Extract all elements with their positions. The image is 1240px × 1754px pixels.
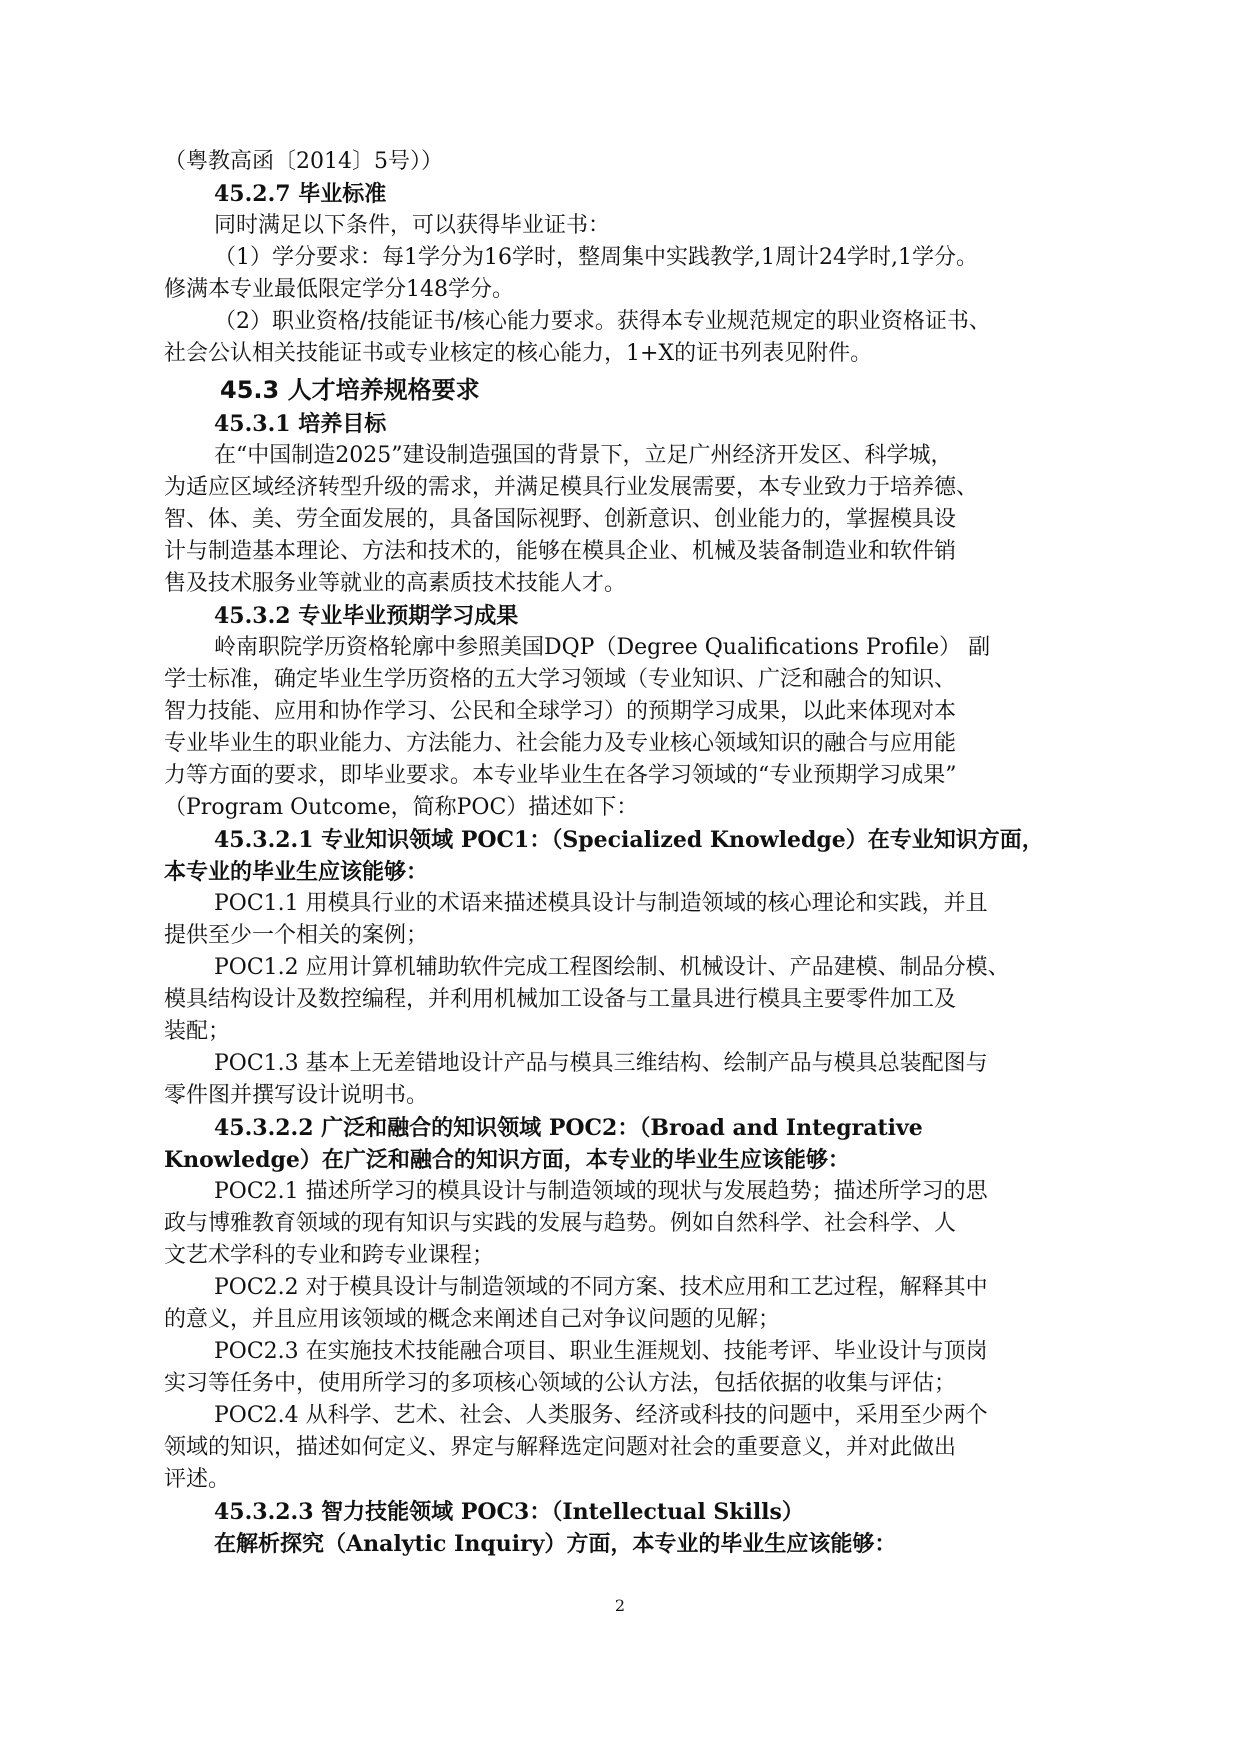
body-text-line: 零件图并撰写设计说明书。 (164, 1083, 429, 1108)
body-text-line: （1）学分要求：每1学分为16学时，整周集中实践教学,1周计24学时,1学分。 (214, 245, 978, 270)
body-text-line: 同时满足以下条件，可以获得毕业证书： (214, 213, 611, 238)
body-text-line: 实习等任务中，使用所学习的多项核心领域的公认方法，包括依据的收集与评估； (164, 1371, 957, 1396)
body-text-line: 政与博雅教育领域的现有知识与实践的发展与趋势。例如自然科学、社会科学、人 (164, 1211, 957, 1236)
body-text-line: 文艺术学科的专业和跨专业课程； (164, 1243, 495, 1268)
body-text-line: 售及技术服务业等就业的高素质技术技能人才。 (164, 571, 627, 596)
body-text-line: 岭南职院学历资格轮廓中参照美国DQP（Degree Qualifications Profile） 副 (214, 635, 991, 660)
section-heading-45-3-2-3: 45.3.2.3 智力技能领域 POC3：（Intellectual Skills） (214, 1499, 804, 1525)
body-text-line: （Program Outcome，简称POC）描述如下： (164, 795, 639, 820)
body-text-line: （粤教高函〔2014〕5号）） (164, 149, 443, 174)
section-heading-45-3-2-1-cont: 本专业的毕业生应该能够： (164, 859, 429, 885)
section-heading-45-3: 45.3 人才培养规格要求 (220, 376, 480, 404)
body-text-line: 装配； (164, 1019, 231, 1044)
body-text-line: 为适应区域经济转型升级的需求，并满足模具行业发展需要，本专业致力于培养德、 (164, 475, 979, 500)
section-heading-45-2-7: 45.2.7 毕业标准 (214, 181, 387, 207)
body-text-line: 修满本专业最低限定学分148学分。 (164, 277, 514, 302)
body-text-line: POC2.3 在实施技术技能融合项目、职业生涯规划、技能考评、毕业设计与顶岗 (214, 1339, 988, 1364)
body-text-line: 智、体、美、劳全面发展的，具备国际视野、创新意识、创业能力的，掌握模具设 (164, 507, 957, 532)
section-heading-45-3-2: 45.3.2 专业毕业预期学习成果 (214, 603, 519, 629)
body-text-line: 计与制造基本理论、方法和技术的，能够在模具企业、机械及装备制造业和软件销 (164, 539, 957, 564)
body-text-line: 学士标准，确定毕业生学历资格的五大学习领域（专业知识、广泛和融合的知识、 (164, 667, 957, 692)
body-text-line: （2）职业资格/技能证书/核心能力要求。获得本专业规范规定的职业资格证书、 (214, 309, 991, 334)
body-text-line: POC1.3 基本上无差错地设计产品与模具三维结构、绘制产品与模具总装配图与 (214, 1051, 988, 1076)
body-text-line: 专业毕业生的职业能力、方法能力、社会能力及专业核心领域知识的融合与应用能 (164, 731, 957, 756)
body-text-line: POC2.4 从科学、艺术、社会、人类服务、经济或科技的问题中，采用至少两个 (214, 1403, 988, 1428)
body-text-line: 模具结构设计及数控编程，并利用机械加工设备与工量具进行模具主要零件加工及 (164, 987, 957, 1012)
body-text-line: 社会公认相关技能证书或专业核定的核心能力，1+X的证书列表见附件。 (164, 341, 873, 366)
body-text-line: POC2.2 对于模具设计与制造领域的不同方案、技术应用和工艺过程，解释其中 (214, 1275, 988, 1300)
body-text-line: 提供至少一个相关的案例； (164, 923, 429, 948)
body-text-line: 评述。 (164, 1467, 231, 1492)
section-heading-45-3-2-2: 45.3.2.2 广泛和融合的知识领域 POC2：（Broad and Integrative (214, 1115, 923, 1141)
page-number: 2 (614, 1596, 626, 1615)
body-text-line: 力等方面的要求，即毕业要求。本专业毕业生在各学习领域的“专业预期学习成果” (164, 763, 957, 788)
body-text-line: 领域的知识，描述如何定义、界定与解释选定问题对社会的重要意义，并对此做出 (164, 1435, 957, 1460)
body-text-line: POC1.1 用模具行业的术语来描述模具设计与制造领域的核心理论和实践，并且 (214, 891, 988, 916)
section-heading-45-3-2-1: 45.3.2.1 专业知识领域 POC1：（Specialized Knowledge）在专业知识方面， (214, 827, 1044, 853)
section-heading-45-3-1: 45.3.1 培养目标 (214, 411, 387, 437)
body-text-line: 智力技能、应用和协作学习、公民和全球学习）的预期学习成果，以此来体现对本 (164, 699, 957, 724)
body-text-line: 在“中国制造2025”建设制造强国的背景下，立足广州经济开发区、科学城， (214, 443, 953, 468)
body-text-line: 的意义，并且应用该领域的概念来阐述自己对争议问题的见解； (164, 1307, 781, 1332)
body-text-line: POC1.2 应用计算机辅助软件完成工程图绘制、机械设计、产品建模、制品分模、 (214, 955, 1010, 980)
body-text-line: POC2.1 描述所学习的模具设计与制造领域的现状与发展趋势；描述所学习的思 (214, 1179, 988, 1204)
subsection-analytic-inquiry: 在解析探究（Analytic Inquiry）方面，本专业的毕业生应该能够： (214, 1531, 897, 1557)
section-heading-45-3-2-2-cont: Knowledge）在广泛和融合的知识方面，本专业的毕业生应该能够： (164, 1147, 850, 1173)
